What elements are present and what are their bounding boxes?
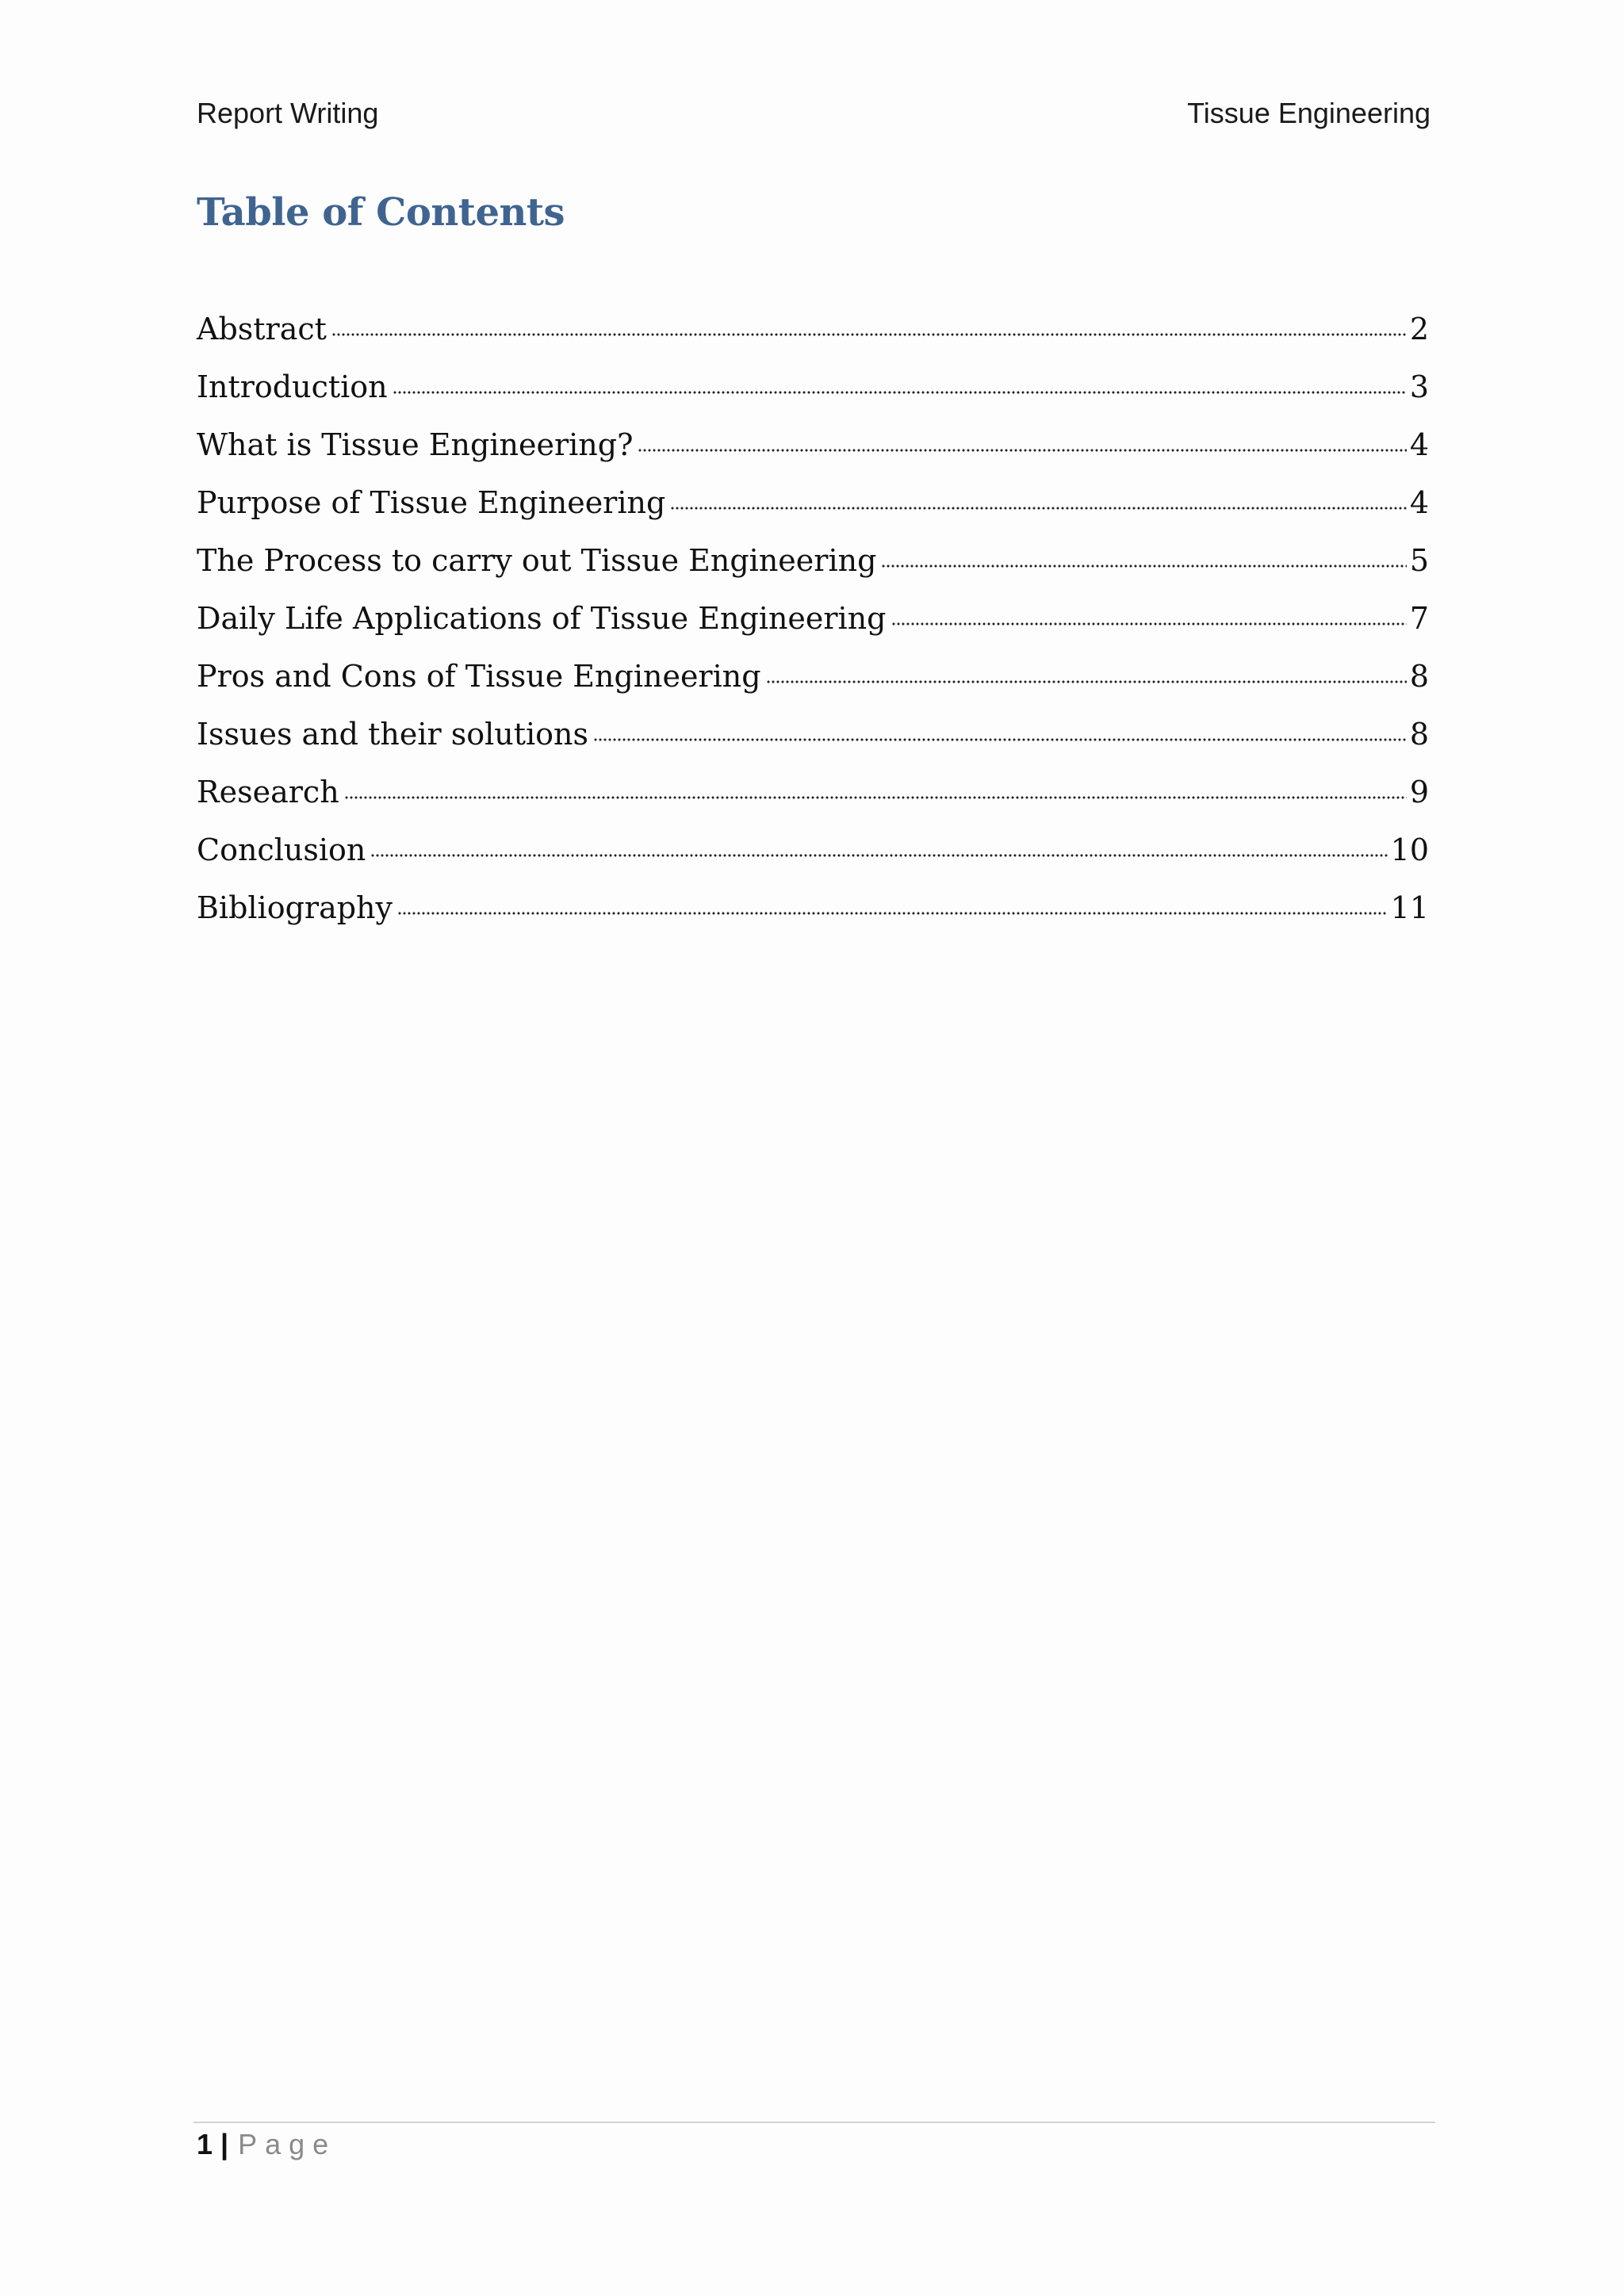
toc-entry-what-is-tissue-engineering[interactable] [197, 415, 1429, 473]
toc-entry-daily-life-applications[interactable] [197, 589, 1429, 647]
toc-dot-leader [891, 619, 1407, 629]
toc-entry-conclusion[interactable] [197, 821, 1429, 878]
toc-entry-bibliography[interactable] [197, 878, 1429, 936]
footer-separator: | [220, 2128, 229, 2160]
toc-dot-leader [593, 735, 1407, 744]
footer-page-number: 1 [197, 2128, 213, 2160]
toc-entry-page: 4 [1409, 427, 1429, 462]
toc-entry-research[interactable] [197, 763, 1429, 821]
toc-entry-abstract[interactable] [197, 300, 1429, 358]
toc-dot-leader [670, 503, 1407, 513]
toc-dot-leader [331, 330, 1407, 339]
toc-entry-page: 7 [1409, 600, 1429, 636]
toc-entry-page: 5 [1409, 542, 1429, 578]
toc-entry-page: 3 [1409, 369, 1429, 404]
toc-entry-page: 11 [1390, 890, 1429, 925]
toc-entry-page: 2 [1409, 311, 1429, 346]
toc-entry-page: 10 [1390, 832, 1429, 867]
page-header [197, 94, 1431, 133]
toc-entry-label: Abstract [197, 311, 327, 346]
toc-list [197, 300, 1429, 936]
toc-entry-page: 4 [1409, 484, 1429, 520]
toc-entry-introduction[interactable] [197, 358, 1429, 415]
header-left-text: Report Writing [197, 97, 379, 129]
toc-entry-label: Introduction [197, 369, 388, 404]
toc-entry-page: 8 [1409, 658, 1429, 694]
toc-heading: Table of Contents [197, 190, 565, 235]
toc-entry-page: 9 [1409, 774, 1429, 809]
toc-entry-label: The Process to carry out Tissue Engineering [197, 542, 877, 578]
toc-dot-leader [344, 793, 1407, 802]
toc-entry-pros-and-cons[interactable] [197, 647, 1429, 705]
toc-dot-leader [393, 388, 1407, 397]
toc-dot-leader [638, 446, 1406, 455]
footer-divider [193, 2122, 1435, 2123]
toc-dot-leader [397, 909, 1388, 918]
header-right-text: Tissue Engineering [1187, 97, 1431, 129]
toc-entry-page: 8 [1409, 716, 1429, 752]
toc-entry-label: Research [197, 774, 339, 809]
toc-dot-leader [766, 677, 1407, 687]
toc-entry-label: Bibliography [197, 890, 393, 925]
toc-entry-issues-and-solutions[interactable] [197, 705, 1429, 763]
toc-entry-label: Purpose of Tissue Engineering [197, 484, 666, 520]
toc-entry-label: Conclusion [197, 832, 366, 867]
footer-page-label: Page [238, 2128, 337, 2160]
toc-entry-process[interactable] [197, 531, 1429, 589]
page-footer [197, 2128, 336, 2161]
toc-dot-leader [881, 561, 1406, 571]
toc-entry-label: Pros and Cons of Tissue Engineering [197, 658, 761, 694]
toc-dot-leader [370, 851, 1387, 860]
toc-entry-label: Daily Life Applications of Tissue Engineering [197, 600, 887, 636]
toc-entry-label: What is Tissue Engineering? [197, 427, 634, 462]
toc-entry-purpose[interactable] [197, 473, 1429, 531]
toc-entry-label: Issues and their solutions [197, 716, 588, 752]
